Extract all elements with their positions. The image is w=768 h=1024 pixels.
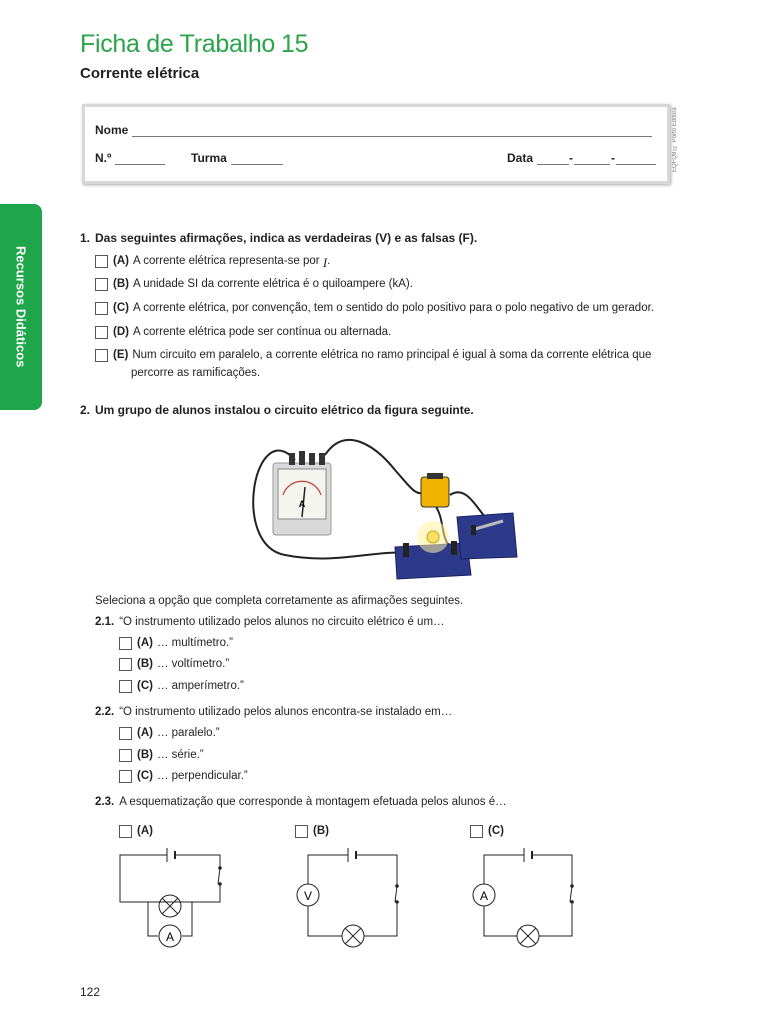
circuit-wire — [484, 906, 517, 936]
option-letter: (C) — [488, 825, 504, 837]
option-letter: (A) — [113, 255, 129, 267]
terminal — [471, 525, 476, 535]
option-text: A corrente elétrica representa-se por — [132, 255, 320, 267]
date-year-field[interactable] — [616, 152, 656, 165]
title-number: 15 — [281, 30, 309, 58]
checkbox[interactable] — [295, 825, 308, 838]
option-text: … paralelo.” — [156, 727, 220, 739]
battery-terminal — [427, 473, 443, 479]
option-text: A corrente elétrica pode ser contínua ou alternada. — [132, 326, 392, 338]
date-separator: - — [569, 151, 574, 165]
subquestion-2-3 — [95, 796, 507, 808]
option-letter: (A) — [137, 727, 153, 739]
meter-label: A — [479, 889, 489, 903]
checkbox[interactable] — [95, 349, 108, 362]
subquestion-2-2 — [95, 706, 452, 718]
q2-2-option-b — [119, 749, 204, 762]
subquestion-text: “O instrumento utilizado pelos alunos no circuito elétrico é um… — [119, 616, 445, 628]
number-field[interactable] — [115, 152, 165, 165]
checkbox[interactable] — [119, 637, 132, 650]
option-letter: (C) — [137, 770, 153, 782]
name-label: Nome — [95, 123, 129, 137]
class-field[interactable] — [231, 152, 283, 165]
circuit-wire — [364, 904, 397, 936]
number-label: N.º — [95, 151, 112, 165]
checkbox[interactable] — [119, 727, 132, 740]
circuit-photo — [245, 425, 525, 585]
circuit-wire — [308, 906, 342, 936]
name-row — [95, 123, 652, 137]
option-letter: (A) — [137, 637, 153, 649]
meter-label: V — [303, 889, 313, 903]
question-text: Um grupo de alunos instalou o circuito elétrico da figura seguinte. — [95, 403, 474, 417]
circuit-wire — [532, 855, 572, 886]
battery — [421, 477, 449, 507]
option-letter: (A) — [137, 825, 153, 837]
side-tab — [0, 204, 42, 410]
q1-option-e-continued: percorre as ramificações. — [131, 367, 261, 379]
student-id-box — [82, 104, 670, 184]
circuit-wire — [539, 904, 572, 936]
lamp-bulb — [427, 531, 439, 543]
option-letter: (E) — [113, 349, 129, 361]
switch-contact — [218, 882, 222, 886]
checkbox[interactable] — [119, 658, 132, 671]
option-text: A unidade SI da corrente elétrica é o quiloampere (kA). — [132, 278, 413, 290]
option-text: Num circuito em paralelo, a corrente elétrica no ramo principal é igual à soma da corrente elétrica que — [132, 349, 652, 361]
switch-contact — [570, 900, 574, 904]
schematic-c — [465, 842, 580, 952]
side-tab-label: Recursos Didáticos — [13, 246, 29, 368]
terminal — [299, 451, 305, 465]
class-label: Turma — [191, 151, 227, 165]
q2-2-option-c — [119, 770, 248, 783]
q1-option-b — [95, 278, 413, 291]
q1-option-d — [95, 326, 391, 339]
ammeter-symbol: A — [298, 499, 306, 509]
q2-2-option-a — [119, 727, 220, 740]
option-letter: (C) — [113, 302, 129, 314]
worksheet-title — [80, 30, 308, 59]
subquestion-2-1 — [95, 616, 445, 628]
subquestion-number: 2.1. — [95, 616, 115, 628]
schematic-b — [290, 842, 405, 952]
switch-contact — [395, 900, 399, 904]
option-text: … série.” — [156, 749, 204, 761]
q2-3-option-b — [295, 825, 333, 838]
number-row — [95, 151, 165, 165]
switch-lever — [570, 886, 572, 902]
question-number: 2. — [80, 403, 91, 417]
switch-contact — [570, 884, 574, 888]
q1-option-e — [95, 349, 651, 362]
option-letter: (B) — [137, 658, 153, 670]
q2-instruction: Seleciona a opção que completa corretamente as afirmações seguintes. — [95, 595, 464, 607]
terminal — [451, 541, 457, 555]
q1-option-a — [95, 255, 330, 271]
checkbox[interactable] — [95, 326, 108, 339]
checkbox[interactable] — [95, 278, 108, 291]
option-letter: (B) — [137, 749, 153, 761]
current-symbol: I — [322, 255, 328, 270]
switch-lever — [395, 886, 397, 902]
subquestion-number: 2.2. — [95, 706, 115, 718]
switch-contact — [218, 866, 222, 870]
date-row — [507, 151, 657, 165]
checkbox[interactable] — [119, 770, 132, 783]
q1-option-c — [95, 302, 654, 315]
option-punctuation: . — [327, 255, 331, 267]
parallel-wire — [182, 902, 192, 936]
q2-1-option-c — [119, 680, 244, 693]
title-text: Ficha de Trabalho — [80, 30, 276, 58]
option-text: … perpendicular.” — [156, 770, 248, 782]
checkbox[interactable] — [95, 255, 108, 268]
terminal — [403, 543, 409, 557]
question-number: 1. — [80, 231, 91, 245]
circuit-wire — [175, 855, 220, 868]
date-label: Data — [507, 151, 534, 165]
option-text: … multímetro.” — [156, 637, 234, 649]
worksheet-subtitle: Corrente elétrica — [80, 65, 200, 82]
subquestion-text: “O instrumento utilizado pelos alunos encontra-se instalado em… — [119, 706, 453, 718]
checkbox[interactable] — [119, 680, 132, 693]
checkbox[interactable] — [470, 825, 483, 838]
subquestion-text: A esquematização que corresponde à montagem efetuada pelos alunos é… — [119, 796, 507, 808]
terminal — [319, 453, 325, 465]
question-2 — [80, 403, 474, 417]
date-day-field[interactable] — [537, 152, 569, 165]
checkbox[interactable] — [119, 825, 132, 838]
question-1 — [80, 231, 477, 245]
q2-3-option-a — [119, 825, 157, 838]
page-number: 122 — [80, 985, 101, 999]
date-separator: - — [611, 151, 616, 165]
terminal — [289, 453, 295, 465]
switch-base — [457, 513, 517, 559]
circuit-wire — [308, 855, 348, 884]
date-month-field[interactable] — [574, 152, 610, 165]
option-text: … amperímetro.” — [156, 680, 244, 692]
option-letter: (D) — [113, 326, 129, 338]
copyright-note: EQFQ8 © Porto Editora — [672, 107, 678, 172]
checkbox[interactable] — [95, 302, 108, 315]
wire — [325, 440, 423, 493]
parallel-wire — [148, 902, 158, 936]
option-text: … voltímetro.” — [156, 658, 230, 670]
q2-3-option-c — [470, 825, 508, 838]
meter-label: A — [165, 930, 175, 944]
name-field[interactable] — [132, 124, 652, 137]
switch-lever — [218, 868, 220, 884]
q2-1-option-b — [119, 658, 229, 671]
switch-contact — [395, 884, 399, 888]
checkbox[interactable] — [119, 749, 132, 762]
option-letter: (B) — [313, 825, 329, 837]
question-text: Das seguintes afirmações, indica as verdadeiras (V) e as falsas (F). — [95, 231, 478, 245]
class-row — [191, 151, 283, 165]
subquestion-number: 2.3. — [95, 796, 115, 808]
q2-1-option-a — [119, 637, 233, 650]
wire — [450, 492, 485, 517]
terminal — [309, 453, 315, 465]
option-letter: (C) — [137, 680, 153, 692]
schematic-a — [115, 842, 230, 952]
option-text: A corrente elétrica, por convenção, tem o sentido do polo positivo para o polo negativo de um gerador. — [132, 302, 654, 314]
option-letter: (B) — [113, 278, 129, 290]
circuit-wire — [356, 855, 397, 886]
circuit-wire — [484, 855, 524, 884]
